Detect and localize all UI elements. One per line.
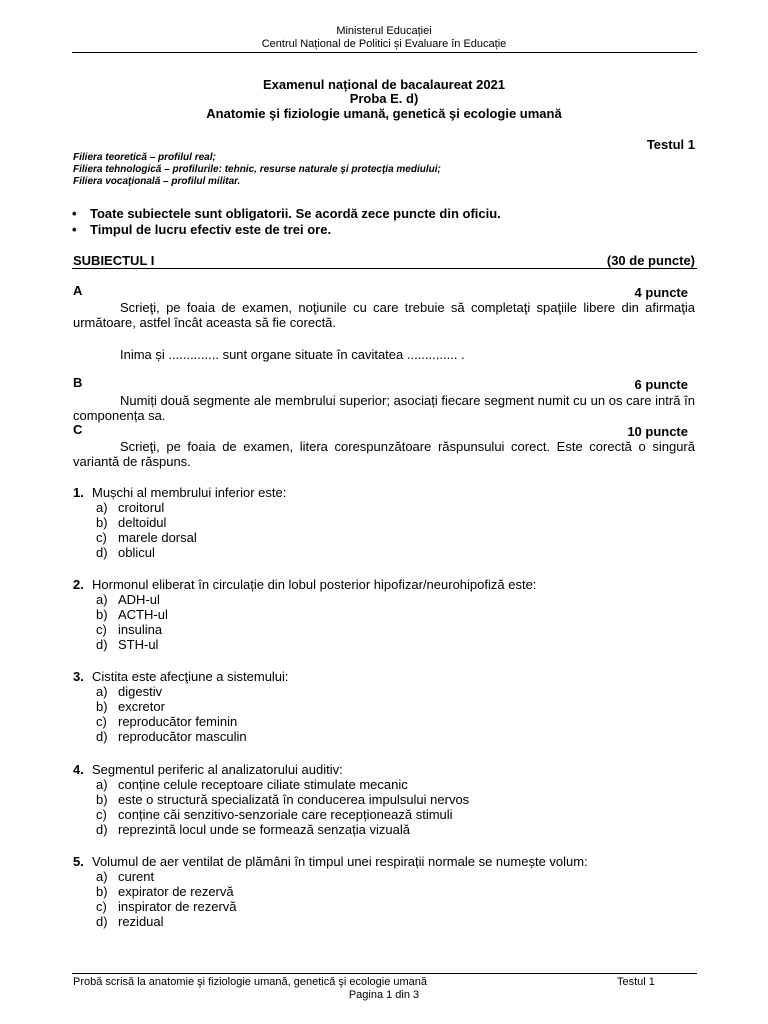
exam-subject: Anatomie şi fiziologie umană, genetică şi ecologie umană [206, 106, 562, 121]
rule-item: • Timpul de lucru efectiv este de trei ore. [72, 222, 332, 237]
answer-option: c) marele dorsal [96, 530, 197, 545]
bullet-icon: • [72, 222, 77, 237]
answer-option: a) conține celule receptoare ciliate stimulate mecanic [96, 777, 408, 792]
part-c-letter: C [73, 422, 83, 437]
answer-option: a) curent [96, 869, 155, 884]
part-a-letter: A [73, 283, 83, 298]
question: 3. Cistita este afecţiune a sistemului: [73, 669, 289, 684]
subject-points: (30 de puncte) [606, 253, 695, 268]
test-label: Testul 1 [646, 137, 695, 152]
answer-option: d) reprezintă locul unde se formează senzația vizuală [96, 822, 410, 837]
subject-title: SUBIECTUL I [73, 253, 155, 268]
part-b-letter: B [73, 375, 83, 390]
footer-test-label: Testul 1 [617, 976, 655, 988]
answer-option: c) insulina [96, 622, 163, 637]
page-number: Pagina 1 din 3 [348, 989, 420, 1001]
filiera-line: Filiera teoretică – profilul real; [73, 152, 216, 163]
answer-option: d) oblicul [96, 545, 155, 560]
subject-rule [72, 268, 697, 269]
answer-option: b) expirator de rezervă [96, 884, 234, 899]
question: 5. Volumul de aer ventilat de plămâni în timpul unei respirații normale se numește volum: [73, 854, 588, 869]
question: 4. Segmentul periferic al analizatorului auditiv: [73, 762, 343, 777]
part-c-points: 10 puncte [627, 424, 688, 439]
answer-option: a) ADH-ul [96, 592, 160, 607]
answer-option: a) croitorul [96, 500, 165, 515]
header-rule [72, 52, 697, 53]
part-a-points: 4 puncte [634, 285, 688, 300]
rule-item: • Toate subiectele sunt obligatorii. Se acordă zece puncte din oficiu. [72, 206, 501, 221]
answer-option: b) ACTH-ul [96, 607, 168, 622]
filiera-line: Filiera vocaţională – profilul militar. [73, 176, 241, 187]
exam-title: Examenul național de bacalaureat 2021 [262, 77, 506, 92]
answer-option: a) digestiv [96, 684, 163, 699]
exam-probe: Proba E. d) [349, 91, 419, 106]
footer-rule [72, 973, 697, 974]
filiera-line: Filiera tehnologică – profilurile: tehnic, resurse naturale şi protecţia mediului; [73, 164, 441, 175]
part-b-points: 6 puncte [634, 377, 688, 392]
answer-option: b) deltoidul [96, 515, 167, 530]
ministry-name: Ministerul Educației [336, 25, 432, 37]
answer-option: c) conține căi senzitivo-senzoriale care recepționează stimuli [96, 807, 453, 822]
part-a-fill-sentence: Inima și .............. sunt organe situate în cavitatea .............. . [120, 347, 465, 362]
answer-option: c) inspirator de rezervă [96, 899, 237, 914]
answer-option: d) reproducător masculin [96, 729, 247, 744]
part-b-text: Numiți două segmente ale membrului superior; asociați fiecare segment numit cu un os care intră în componența sa. [73, 393, 695, 423]
answer-option: d) STH-ul [96, 637, 159, 652]
center-name: Centrul Național de Politici și Evaluare în Educație [261, 38, 507, 50]
bullet-icon: • [72, 206, 77, 221]
footer-exam-name: Probă scrisă la anatomie şi fiziologie umană, genetică şi ecologie umană [73, 976, 428, 988]
answer-option: c) reproducător feminin [96, 714, 238, 729]
question: 2. Hormonul eliberat în circulație din lobul posterior hipofizar/neurohipofiză este: [73, 577, 537, 592]
part-a-text: Scrieţi, pe foaia de examen, noţiunile cu care trebuie să completaţi spaţiile libere din afirmaţia următoare, astfel încât aceasta să fie corectă. [73, 300, 695, 330]
answer-option: b) excretor [96, 699, 165, 714]
question: 1. Mușchi al membrului inferior este: [73, 485, 287, 500]
part-c-text: Scrieţi, pe foaia de examen, litera corespunzătoare răspunsului corect. Este corectă o singură variantă de răspuns. [73, 439, 695, 469]
answer-option: d) rezidual [96, 914, 164, 929]
answer-option: b) este o structură specializată în conducerea impulsului nervos [96, 792, 470, 807]
